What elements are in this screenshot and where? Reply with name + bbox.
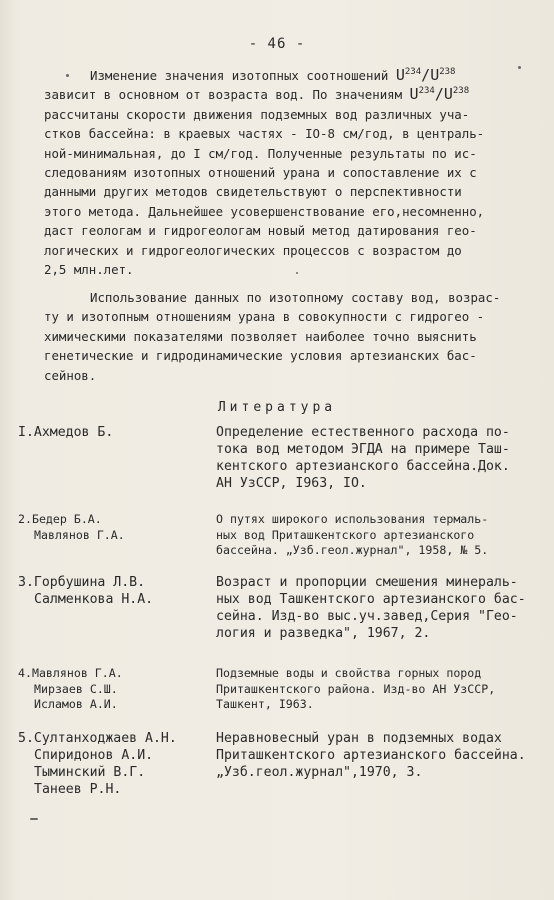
scan-speck bbox=[66, 74, 69, 77]
reference-authors bbox=[18, 574, 208, 608]
author: Тыминский В.Г. bbox=[34, 765, 146, 780]
author: I.Ахмедов Б. bbox=[18, 425, 114, 440]
text-line: даст геологам и гидрогеологам новый метод датирования гео- bbox=[44, 223, 477, 239]
reference-line: О путях широкого использования термаль- bbox=[216, 512, 489, 526]
reference-text bbox=[216, 424, 541, 492]
reference-line: „Узб.геол.журнал",1970, 3. bbox=[216, 765, 423, 780]
text-span: зависит в основном от возраста вод. По значениям bbox=[44, 87, 410, 103]
text-line: этого метода. Дальнейшее усовершенствование его,несомненно, bbox=[44, 203, 485, 219]
reference-line: бассейна. „Узб.геол.журнал", 1958, № 5. bbox=[216, 543, 489, 557]
author: Мирзаев С.Ш. bbox=[34, 681, 118, 696]
page-number: - 46 - bbox=[248, 36, 306, 52]
reference-authors bbox=[18, 512, 208, 543]
author: 5.Султанходжаев А.Н. bbox=[18, 731, 177, 746]
text-line: рассчитаны скорости движения подземных вод различных уча- bbox=[44, 106, 470, 122]
text-line bbox=[44, 66, 514, 85]
reference-line: Определение естественного расхода по- bbox=[216, 425, 510, 440]
reference-line: АН УзССР, I963, IO. bbox=[216, 476, 367, 491]
author: 4.Мавлянов Г.А. bbox=[18, 666, 123, 680]
reference-line: Приташкентского района. Изд-во АН УзССР, bbox=[216, 681, 496, 696]
reference-text bbox=[216, 730, 541, 781]
text-line bbox=[44, 288, 514, 307]
isotope-ratio: $U^{234}/U^{238}$ bbox=[395, 66, 456, 84]
reference-text bbox=[216, 574, 541, 642]
reference-text bbox=[216, 512, 541, 559]
reference-line: сейна. Изд-во выс.уч.завед,Серия "Гео- bbox=[216, 609, 518, 624]
reference-line: Ташкент, I963. bbox=[216, 697, 314, 711]
text-line: генетические и гидродинамические условия артезианских бас- bbox=[44, 348, 477, 364]
text-line: следованиям изотопных отношений урана и сопоставление их с bbox=[44, 164, 477, 180]
text-line: химическими показателями позволяет наиболее точно выяснить bbox=[44, 328, 477, 344]
text-line: 2,5 млн.лет. bbox=[44, 261, 134, 277]
isotope-ratio: $U^{234}/U^{238}$ bbox=[409, 85, 470, 104]
scan-speck bbox=[296, 272, 298, 274]
reference-line: ных вод Приташкентского артезианского bbox=[216, 527, 475, 542]
author: Танеев Р.Н. bbox=[34, 782, 122, 797]
reference-line: Неравновесный уран в подземных водах bbox=[216, 731, 502, 746]
reference-authors bbox=[18, 730, 208, 798]
text-span: Изменение значения изотопных соотношений bbox=[90, 68, 396, 83]
reference-line: кентского артезианского бассейна.Док. bbox=[216, 459, 510, 474]
text-line: сейнов. bbox=[44, 367, 97, 383]
author: Исламов А.И. bbox=[34, 697, 118, 711]
paragraph-2 bbox=[44, 288, 514, 385]
text-line: ной-минимальная, до I см/год. Полученные результаты по ис- bbox=[44, 145, 477, 161]
author: Мавлянов Г.А. bbox=[34, 527, 125, 542]
author: Спиридонов А.И. bbox=[34, 748, 154, 763]
author: Салменкова Н.А. bbox=[34, 592, 154, 607]
text-line: стков бассейна: в краевых частях - IO-8 см/год, в централь- bbox=[44, 126, 485, 142]
author: 3.Горбушина Л.В. bbox=[18, 575, 146, 590]
text-line bbox=[44, 85, 514, 104]
paragraph-1 bbox=[44, 66, 514, 279]
text-span: Использование данных по изотопному составу вод, возрас- bbox=[90, 290, 501, 305]
author: 2.Бедер Б.А. bbox=[18, 512, 102, 526]
text-line: данными других методов свидетельствуют о перспективности bbox=[44, 184, 462, 200]
reference-line: логия и разведка", 1967, 2. bbox=[216, 626, 431, 641]
scan-speck bbox=[30, 818, 38, 820]
literature-heading: Литература bbox=[217, 400, 337, 415]
scan-speck bbox=[518, 66, 521, 69]
reference-line: Возраст и пропорции смешения минераль- bbox=[216, 575, 518, 590]
reference-text bbox=[216, 666, 541, 713]
reference-authors bbox=[18, 424, 208, 441]
text-line: логических и гидрогеологических процессов с возрастом до bbox=[44, 242, 462, 258]
reference-line: ных вод Ташкентского артезианского бас- bbox=[216, 592, 526, 607]
reference-line: тока вод методом ЭГДА на примере Таш- bbox=[216, 442, 510, 457]
text-line: ту и изотопным отношениям урана в совокупности с гидрогео - bbox=[44, 309, 485, 325]
reference-line: Подземные воды и свойства горных пород bbox=[216, 666, 482, 680]
reference-line: Приташкентского артезианского бассейна. bbox=[216, 748, 526, 763]
reference-authors bbox=[18, 666, 208, 713]
